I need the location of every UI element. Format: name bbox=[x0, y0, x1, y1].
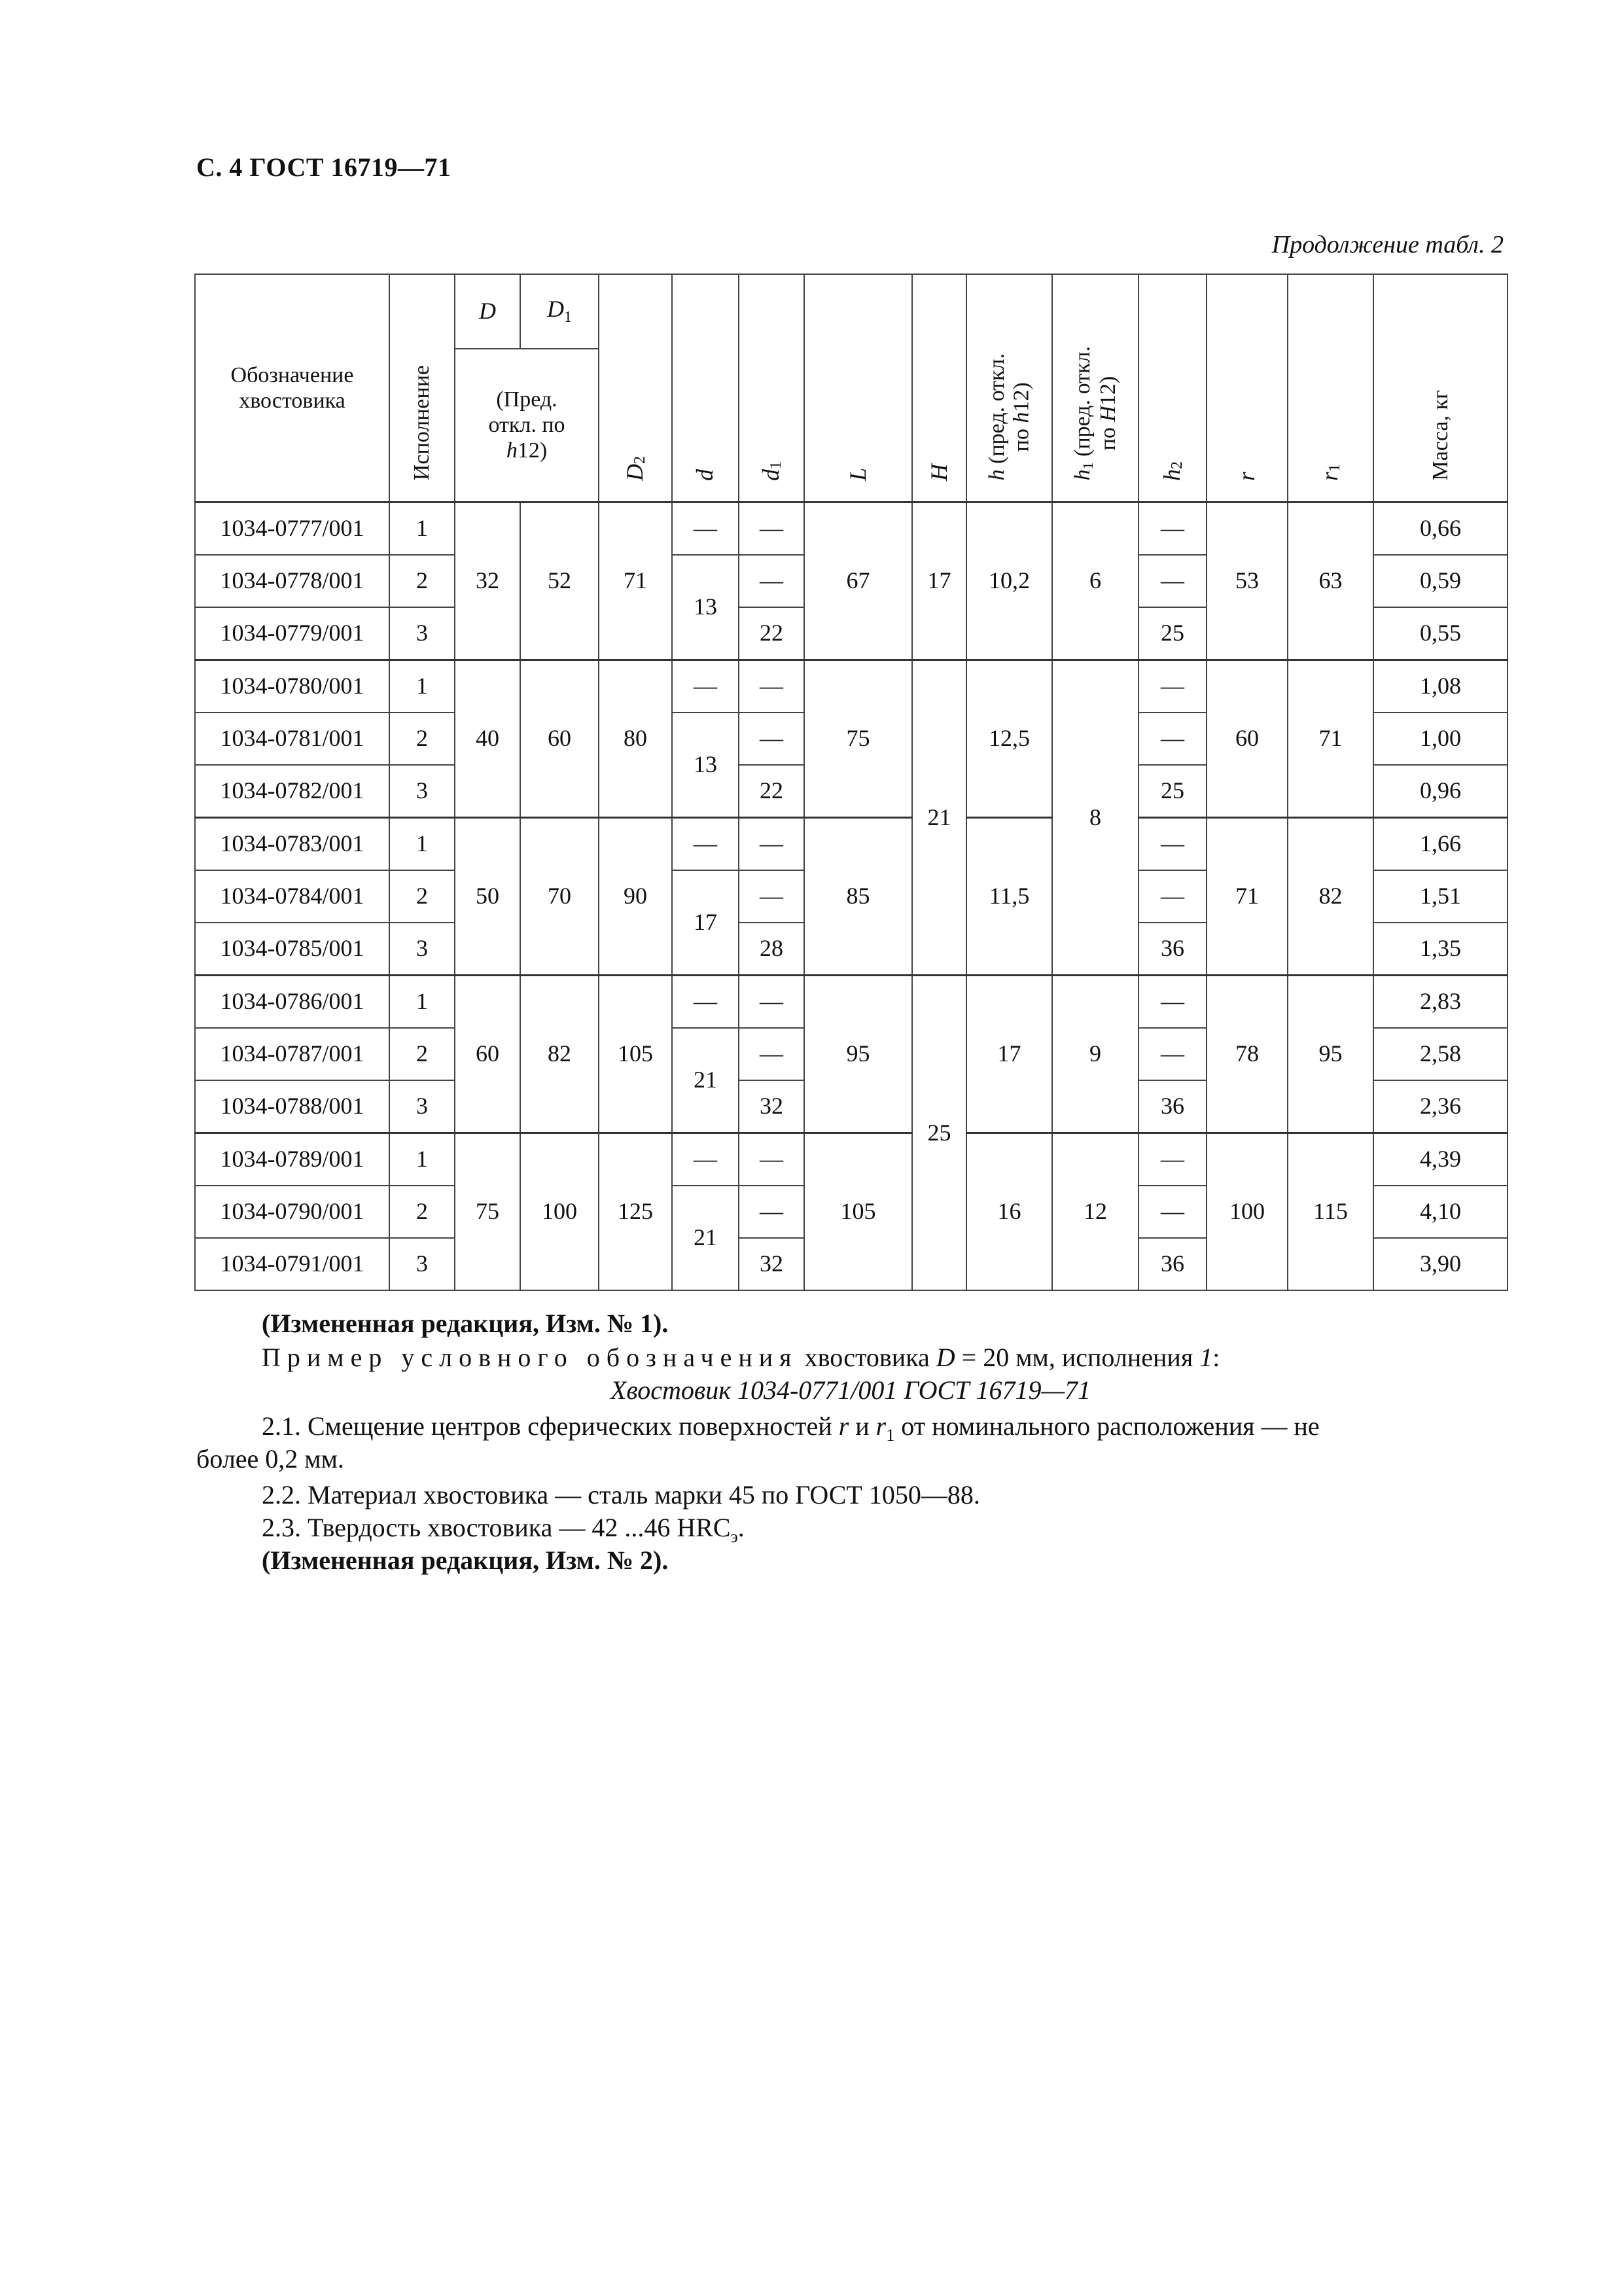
cell-L: 95 bbox=[804, 976, 912, 1133]
cell-r: 71 bbox=[1207, 818, 1288, 976]
header-designation: Обозначение хвостовика bbox=[195, 274, 389, 503]
cell-d1: 22 bbox=[739, 607, 804, 660]
cell-h2: — bbox=[1139, 713, 1207, 765]
cell-r: 60 bbox=[1207, 660, 1288, 818]
header-d: d bbox=[672, 274, 739, 503]
cell-mass: 2,83 bbox=[1373, 976, 1508, 1029]
cell-execution: 1 bbox=[389, 1133, 455, 1186]
table-row bbox=[195, 660, 1508, 713]
cell-execution: 2 bbox=[389, 713, 455, 765]
cell-D2: 105 bbox=[599, 976, 672, 1133]
cell-mass: 0,96 bbox=[1373, 765, 1508, 818]
cell-d1: — bbox=[739, 870, 804, 923]
cell-designation: 1034-0788/001 bbox=[195, 1080, 389, 1133]
cell-mass: 1,08 bbox=[1373, 660, 1508, 713]
header-h: h (пред. откл. по h12) bbox=[966, 274, 1052, 503]
cell-designation: 1034-0781/001 bbox=[195, 713, 389, 765]
cell-h2: — bbox=[1139, 660, 1207, 713]
cell-designation: 1034-0790/001 bbox=[195, 1186, 389, 1238]
cell-execution: 1 bbox=[389, 503, 455, 556]
amendment-note-1: (Измененная редакция, Изм. № 1). bbox=[262, 1309, 669, 1338]
cell-r1: 82 bbox=[1288, 818, 1373, 976]
cell-D: 50 bbox=[455, 818, 520, 976]
cell-H: 21 bbox=[912, 660, 966, 976]
cell-D: 75 bbox=[455, 1133, 520, 1291]
cell-L: 75 bbox=[804, 660, 912, 818]
paragraph-2-1-cont: более 0,2 мм. bbox=[196, 1444, 344, 1474]
cell-designation: 1034-0787/001 bbox=[195, 1028, 389, 1080]
cell-h1: 12 bbox=[1052, 1133, 1139, 1291]
cell-d1: — bbox=[739, 818, 804, 871]
cell-mass: 1,35 bbox=[1373, 923, 1508, 976]
cell-d1: — bbox=[739, 555, 804, 607]
cell-r: 100 bbox=[1207, 1133, 1288, 1291]
header-execution: Исполнение bbox=[389, 274, 455, 503]
cell-d: 13 bbox=[672, 713, 739, 818]
cell-mass: 4,10 bbox=[1373, 1186, 1508, 1238]
cell-h2: 36 bbox=[1139, 1080, 1207, 1133]
cell-h1: 8 bbox=[1052, 660, 1139, 976]
cell-mass: 0,66 bbox=[1373, 503, 1508, 556]
spec-table bbox=[194, 274, 1508, 1291]
cell-h: 12,5 bbox=[966, 660, 1052, 818]
cell-d1: — bbox=[739, 1186, 804, 1238]
cell-D: 60 bbox=[455, 976, 520, 1133]
cell-L: 105 bbox=[804, 1133, 912, 1291]
cell-mass: 4,39 bbox=[1373, 1133, 1508, 1186]
header-h1: $h_1$ (пред. откл. по H12) bbox=[1052, 274, 1139, 503]
paragraph-2-2: 2.2. Материал хвостовика — сталь марки 45 по ГОСТ 1050—88. bbox=[262, 1480, 980, 1510]
cell-d1: 28 bbox=[739, 923, 804, 976]
cell-d1: — bbox=[739, 976, 804, 1029]
cell-D1: 70 bbox=[520, 818, 599, 976]
cell-d1: — bbox=[739, 503, 804, 556]
cell-h2: — bbox=[1139, 503, 1207, 556]
cell-h: 17 bbox=[966, 976, 1052, 1133]
cell-d: — bbox=[672, 660, 739, 713]
cell-designation: 1034-0777/001 bbox=[195, 503, 389, 556]
cell-mass: 2,58 bbox=[1373, 1028, 1508, 1080]
header-d1: $d_1$ bbox=[739, 274, 804, 503]
cell-h: 16 bbox=[966, 1133, 1052, 1291]
cell-designation: 1034-0779/001 bbox=[195, 607, 389, 660]
cell-r1: 63 bbox=[1288, 503, 1373, 660]
cell-d: 17 bbox=[672, 870, 739, 976]
cell-mass: 1,66 bbox=[1373, 818, 1508, 871]
cell-execution: 3 bbox=[389, 607, 455, 660]
header-D1: $D_1$ bbox=[520, 274, 599, 349]
cell-h2: — bbox=[1139, 1133, 1207, 1186]
cell-designation: 1034-0778/001 bbox=[195, 555, 389, 607]
cell-r: 78 bbox=[1207, 976, 1288, 1133]
cell-D1: 52 bbox=[520, 503, 599, 660]
cell-designation: 1034-0782/001 bbox=[195, 765, 389, 818]
cell-d: 13 bbox=[672, 555, 739, 660]
cell-D2: 125 bbox=[599, 1133, 672, 1291]
cell-H: 25 bbox=[912, 976, 966, 1291]
cell-h2: — bbox=[1139, 555, 1207, 607]
cell-d1: 32 bbox=[739, 1238, 804, 1290]
cell-designation: 1034-0783/001 bbox=[195, 818, 389, 871]
cell-execution: 3 bbox=[389, 923, 455, 976]
cell-d: — bbox=[672, 503, 739, 556]
header-mass: Масса, кг bbox=[1373, 274, 1508, 503]
cell-execution: 3 bbox=[389, 765, 455, 818]
cell-h2: — bbox=[1139, 1028, 1207, 1080]
header-tolerance: (Пред. откл. по h12) bbox=[455, 349, 599, 503]
paragraph-2-1: 2.1. Смещение центров сферических поверхностей r и $r_1$ от номинального расположения — не bbox=[262, 1411, 1320, 1445]
cell-mass: 1,51 bbox=[1373, 870, 1508, 923]
cell-d1: — bbox=[739, 713, 804, 765]
designation-example: Пример условного обозначения хвостовика D = 20 мм, исполнения 1: bbox=[262, 1343, 1220, 1372]
cell-h2: 36 bbox=[1139, 1238, 1207, 1290]
cell-execution: 2 bbox=[389, 1028, 455, 1080]
cell-d1: — bbox=[739, 1028, 804, 1080]
cell-D1: 82 bbox=[520, 976, 599, 1133]
cell-L: 67 bbox=[804, 503, 912, 660]
table-caption: Продолжение табл. 2 bbox=[1271, 231, 1504, 258]
cell-d1: — bbox=[739, 660, 804, 713]
cell-mass: 1,00 bbox=[1373, 713, 1508, 765]
cell-D1: 100 bbox=[520, 1133, 599, 1291]
cell-D1: 60 bbox=[520, 660, 599, 818]
cell-execution: 2 bbox=[389, 1186, 455, 1238]
cell-execution: 2 bbox=[389, 870, 455, 923]
cell-D2: 71 bbox=[599, 503, 672, 660]
cell-r1: 71 bbox=[1288, 660, 1373, 818]
table-row bbox=[195, 818, 1508, 871]
table-row bbox=[195, 503, 1508, 556]
cell-h: 11,5 bbox=[966, 818, 1052, 976]
cell-D2: 80 bbox=[599, 660, 672, 818]
cell-h2: 36 bbox=[1139, 923, 1207, 976]
cell-L: 85 bbox=[804, 818, 912, 976]
cell-D2: 90 bbox=[599, 818, 672, 976]
cell-designation: 1034-0786/001 bbox=[195, 976, 389, 1029]
cell-r: 53 bbox=[1207, 503, 1288, 660]
cell-execution: 3 bbox=[389, 1238, 455, 1290]
cell-h2: 25 bbox=[1139, 607, 1207, 660]
cell-execution: 1 bbox=[389, 818, 455, 871]
cell-execution: 1 bbox=[389, 976, 455, 1029]
amendment-note-2: (Измененная редакция, Изм. № 2). bbox=[262, 1545, 669, 1575]
cell-h2: — bbox=[1139, 976, 1207, 1029]
header-L: L bbox=[804, 274, 912, 503]
cell-d1: 32 bbox=[739, 1080, 804, 1133]
cell-r1: 115 bbox=[1288, 1133, 1373, 1291]
cell-designation: 1034-0785/001 bbox=[195, 923, 389, 976]
paragraph-2-3: 2.3. Твердость хвостовика — 42 ...46 $HRC_э$. bbox=[262, 1513, 745, 1546]
page-header: С. 4 ГОСТ 16719—71 bbox=[196, 152, 451, 182]
cell-h2: — bbox=[1139, 818, 1207, 871]
cell-execution: 1 bbox=[389, 660, 455, 713]
cell-d: 21 bbox=[672, 1028, 739, 1133]
header-r: r bbox=[1207, 274, 1288, 503]
cell-h: 10,2 bbox=[966, 503, 1052, 660]
cell-mass: 0,55 bbox=[1373, 607, 1508, 660]
table-row bbox=[195, 1133, 1508, 1186]
cell-d: 21 bbox=[672, 1186, 739, 1290]
cell-execution: 2 bbox=[389, 555, 455, 607]
cell-D: 40 bbox=[455, 660, 520, 818]
cell-d: — bbox=[672, 976, 739, 1029]
cell-designation: 1034-0780/001 bbox=[195, 660, 389, 713]
header-D2: $D_2$ bbox=[599, 274, 672, 503]
cell-h1: 6 bbox=[1052, 503, 1139, 660]
cell-designation: 1034-0784/001 bbox=[195, 870, 389, 923]
header-h2: $h_2$ bbox=[1139, 274, 1207, 503]
header-r1: $r_1$ bbox=[1288, 274, 1373, 503]
cell-D: 32 bbox=[455, 503, 520, 660]
cell-H: 17 bbox=[912, 503, 966, 660]
cell-d1: — bbox=[739, 1133, 804, 1186]
cell-designation: 1034-0789/001 bbox=[195, 1133, 389, 1186]
designation-example-code: Хвостовик 1034-0771/001 ГОСТ 16719—71 bbox=[610, 1375, 1091, 1405]
cell-mass: 3,90 bbox=[1373, 1238, 1508, 1290]
table-row bbox=[195, 976, 1508, 1029]
cell-mass: 0,59 bbox=[1373, 555, 1508, 607]
cell-mass: 2,36 bbox=[1373, 1080, 1508, 1133]
cell-h2: — bbox=[1139, 1186, 1207, 1238]
cell-d: — bbox=[672, 1133, 739, 1186]
cell-execution: 3 bbox=[389, 1080, 455, 1133]
cell-designation: 1034-0791/001 bbox=[195, 1238, 389, 1290]
cell-r1: 95 bbox=[1288, 976, 1373, 1133]
cell-d1: 22 bbox=[739, 765, 804, 818]
header-D: D bbox=[455, 274, 520, 349]
cell-h1: 9 bbox=[1052, 976, 1139, 1133]
cell-h2: 25 bbox=[1139, 765, 1207, 818]
cell-d: — bbox=[672, 818, 739, 871]
cell-h2: — bbox=[1139, 870, 1207, 923]
header-H: H bbox=[912, 274, 966, 503]
